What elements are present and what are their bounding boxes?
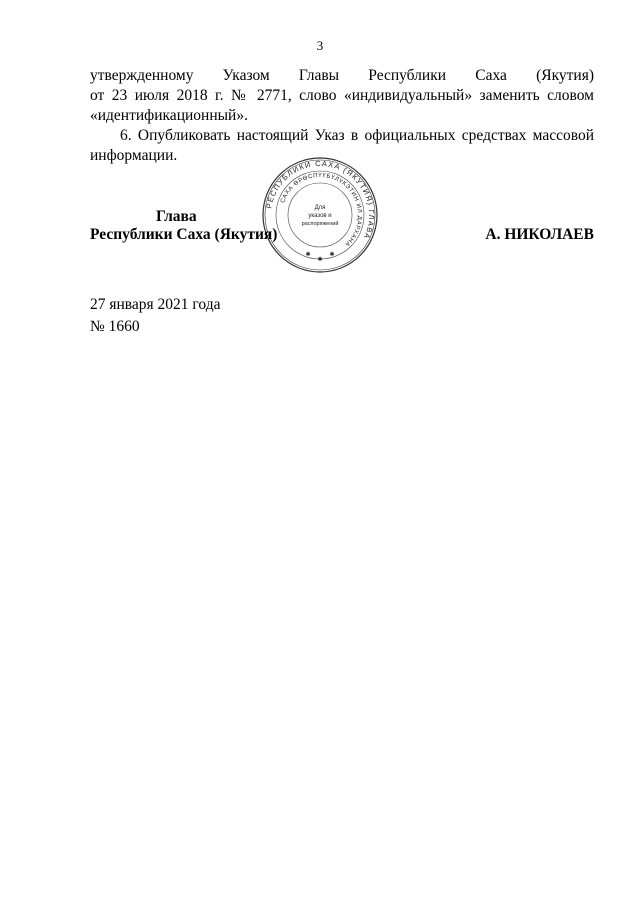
seal-center-line: Для [314,205,326,211]
seal-star: ✱ [305,252,311,258]
seal-inner-text: САХА ӨРӨСПҮҮБҮЛҮКЭТИН ИЛ ДАРХАНА [280,172,363,248]
document-number: № 1660 [90,318,140,335]
signer-title-line-2: Республики Саха (Якутия) [90,226,278,243]
paragraph-line: информации. [90,147,178,164]
seal-outer-text: РЕСПУБЛИКИ САХА (ЯКУТИЯ) ГЛАВА [264,158,377,241]
signer-title-line-1: Глава [156,208,197,225]
paragraph-line: от 23 июля 2018 г. № 2771, слово «индивидуальный» заменить словом [90,87,594,104]
paragraph-line: 6. Опубликовать настоящий Указ в официальных средствах массовой [120,127,594,144]
signer-name: А. НИКОЛАЕВ [485,226,594,243]
paragraph-line: «идентификационный». [90,107,248,124]
seal-center-line: распоряжений [301,221,339,227]
seal-star: ✱ [317,257,323,263]
seal-star: ✱ [329,252,335,258]
official-seal [260,155,380,275]
document-date: 27 января 2021 года [90,296,221,313]
page-number: 3 [316,38,324,53]
seal-center-line: указов и [308,213,332,219]
paragraph-line: утвержденному Указом Главы Республики Саха (Якутия) [90,67,594,84]
paragraph-amendment [90,66,594,126]
